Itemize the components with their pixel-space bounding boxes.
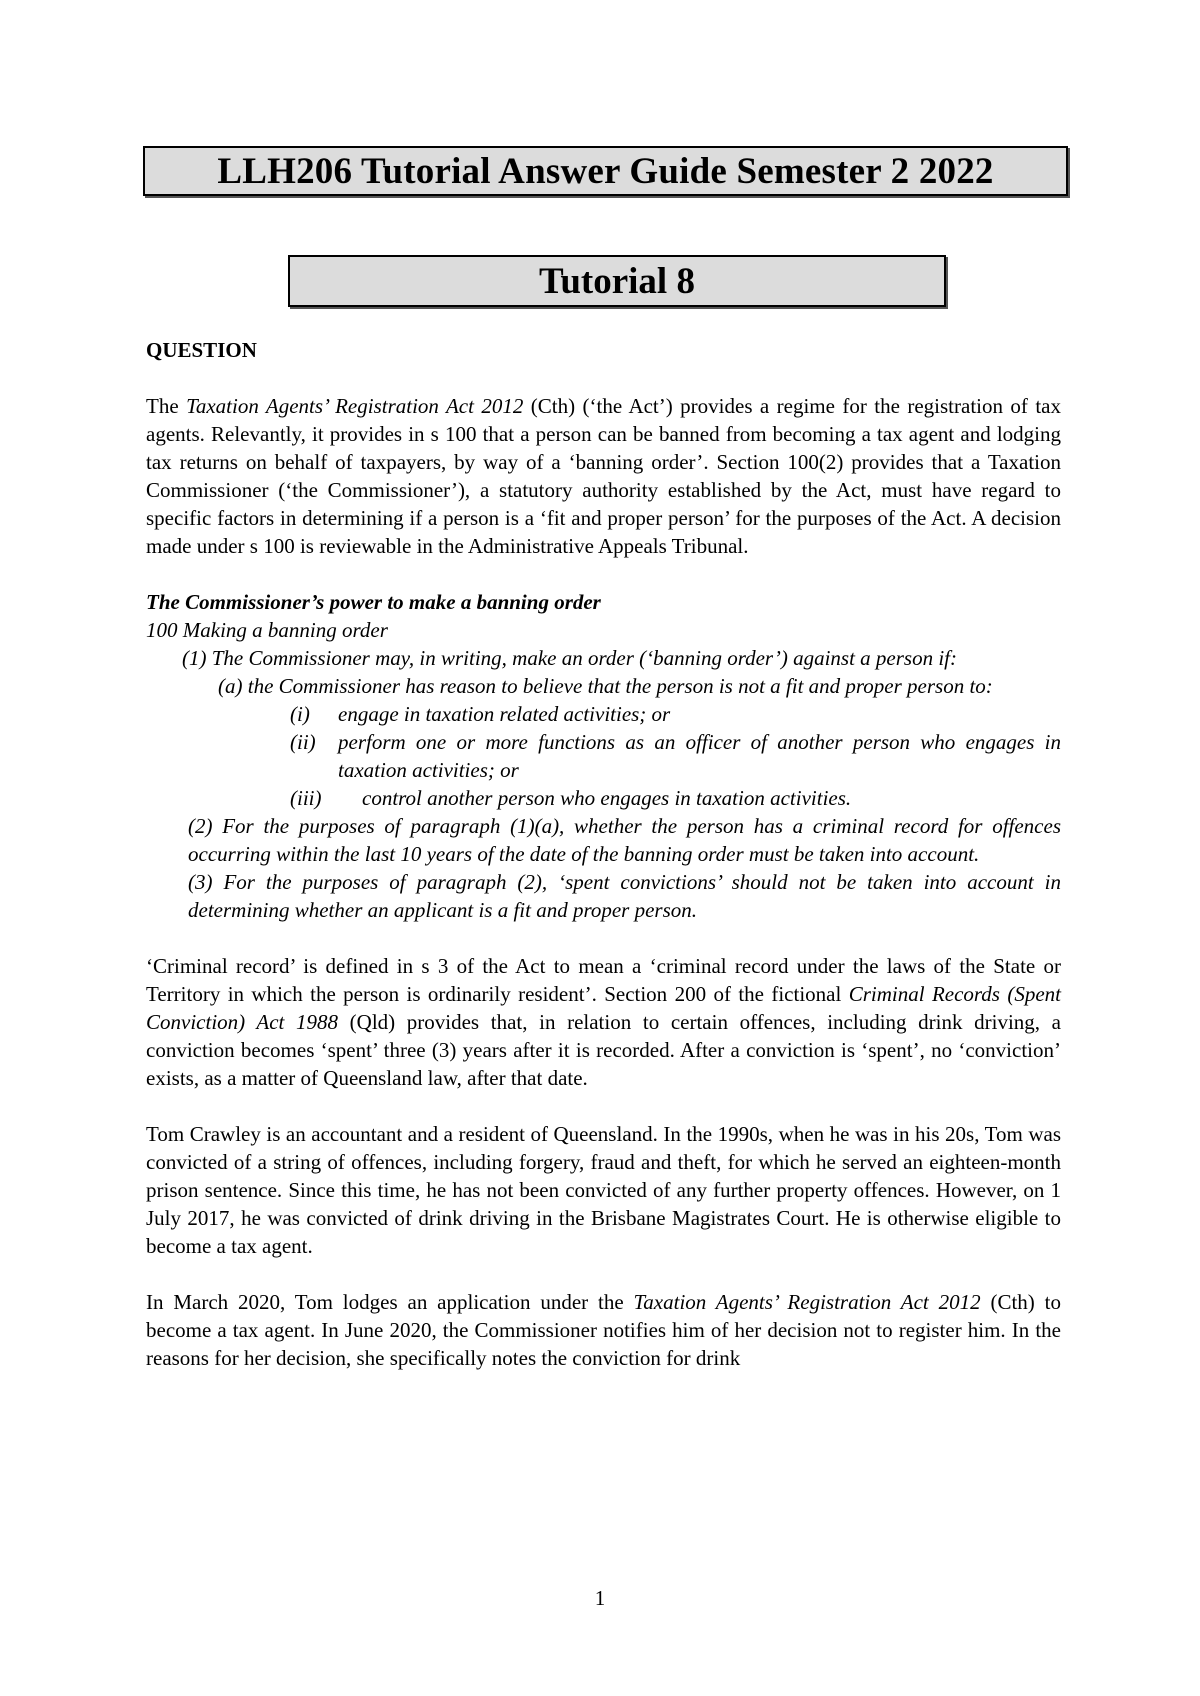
document-body <box>146 336 1061 1372</box>
subparagraph-ii: (ii) perform one or more functions as an officer of another person who engages in taxation activities; or <box>290 730 1061 782</box>
subsection-1: (1) The Commissioner may, in writing, make an order (‘banning order’) against a person if: <box>182 646 958 670</box>
act-title: Criminal Records (Spent Conviction) Act 1988 <box>146 982 1062 1034</box>
document-title: LLH206 Tutorial Answer Guide Semester 2 2022 <box>217 150 994 192</box>
act-title: Taxation Agents’ Registration Act 2012 <box>186 394 524 418</box>
paragraph-1a: (a) the Commissioner has reason to believe that the person is not a fit and proper person to: <box>218 674 993 698</box>
subsection-2: (2) For the purposes of paragraph (1)(a), whether the person has a criminal record for offences occurring within the last 10 years of the date of the banning order must be taken into account. <box>188 814 1061 866</box>
section-heading: 100 Making a banning order <box>146 618 388 642</box>
tutorial-box <box>288 255 946 307</box>
question-heading: QUESTION <box>146 338 257 362</box>
subparagraph-iii: (iii) control another person who engages in taxation activities. <box>290 786 852 810</box>
title-box <box>143 146 1068 196</box>
act-title: Taxation Agents’ Registration Act 2012 <box>633 1290 981 1314</box>
statute-heading: The Commissioner’s power to make a banning order <box>146 590 601 614</box>
subsection-3: (3) For the purposes of paragraph (2), ‘spent convictions’ should not be taken into account in determining whether an applicant is a fit and proper person. <box>188 870 1061 922</box>
paragraph-application: In March 2020, Tom lodges an application under the Taxation Agents’ Registration Act 2012 (Cth) to become a tax agent. In June 2020, the Commissioner notifies him of her decision not to register him. In the reasons for her decision, she specifically notes the conviction for drink <box>146 1290 1061 1370</box>
paragraph-intro: The Taxation Agents’ Registration Act 2012 (Cth) (‘the Act’) provides a regime for the registration of tax agents. Relevantly, it provides in s 100 that a person can be banned from becoming a tax agent and lodging tax returns on behalf of taxpayers, by way of a ‘banning order’. Section 100(2) provides that a Taxation Commissioner (‘the Commissioner’), a statutory authority established by the Act, must have regard to specific factors in determining if a person is a ‘fit and proper person’ for the purposes of the Act. A decision made under s 100 is reviewable in the Administrative Appeals Tribunal. <box>146 394 1061 558</box>
tutorial-title: Tutorial 8 <box>539 260 695 302</box>
paragraph-criminal-record: ‘Criminal record’ is defined in s 3 of the Act to mean a ‘criminal record under the laws of the State or Territory in which the person is ordinarily resident’. Section 200 of the fictional Criminal Records (Spent Conviction) Act 1988 (Qld) provides that, in relation to certain offences, including drink driving, a conviction becomes ‘spent’ three (3) years after it is recorded. After a conviction is ‘spent’, no ‘conviction’ exists, as a matter of Queensland law, after that date. <box>146 954 1062 1090</box>
paragraph-tom-crawley: Tom Crawley is an accountant and a resident of Queensland. In the 1990s, when he was in his 20s, Tom was convicted of a string of offences, including forgery, fraud and theft, for which he served an eighteen-month prison sentence. Since this time, he has not been convicted of any further property offences. However, on 1 July 2017, he was convicted of drink driving in the Brisbane Magistrates Court. He is otherwise eligible to become a tax agent. <box>146 1122 1061 1258</box>
subparagraph-i: (i) engage in taxation related activities; or <box>290 702 671 726</box>
page-number: 1 <box>594 1586 606 1610</box>
statute-extract <box>146 588 1061 924</box>
